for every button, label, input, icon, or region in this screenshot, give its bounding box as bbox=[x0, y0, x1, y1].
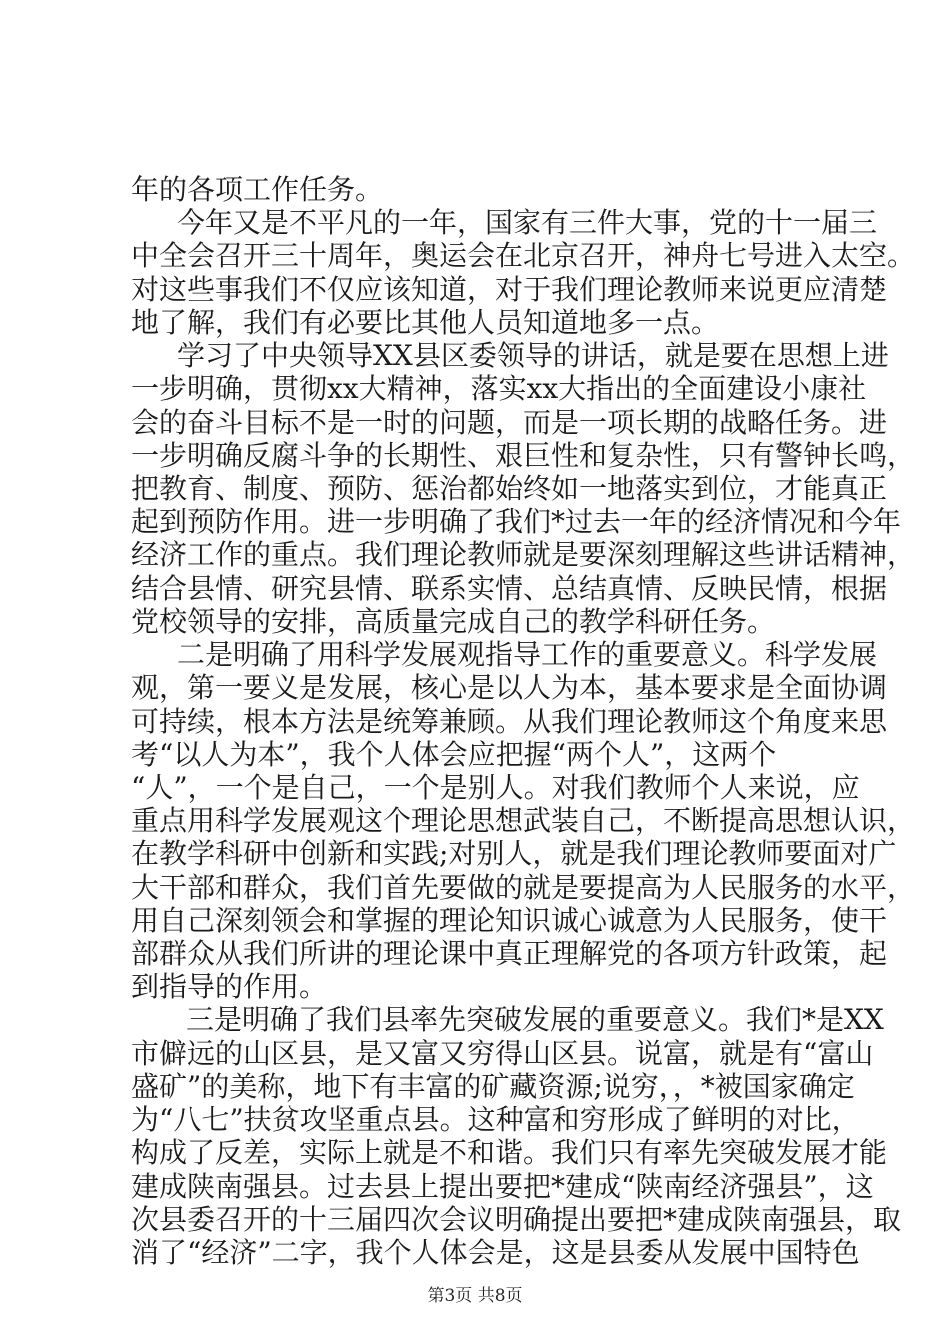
text-line: 用自己深刻领会和掌握的理论知识诚心诚意为人民服务，使干 bbox=[131, 904, 888, 937]
text-line: 结合县情、研究县情、联系实情、总结真情、反映民情，根据 bbox=[131, 572, 888, 605]
text-line: 起到预防作用。进一步明确了我们*过去一年的经济情况和今年 bbox=[131, 505, 902, 538]
text-line: 为“八七”扶贫攻坚重点县。这种富和穷形成了鲜明的对比， bbox=[131, 1103, 860, 1136]
text-line: 市僻远的山区县，是又富又穷得山区县。说富，就是有“富山 bbox=[131, 1037, 874, 1070]
text-line: 地了解，我们有必要比其他人员知道地多一点。 bbox=[131, 306, 720, 339]
text-line: 部群众从我们所讲的理论课中真正理解党的各项方针政策，起 bbox=[131, 937, 888, 970]
text-line: 年的各项工作任务。 bbox=[131, 173, 384, 206]
page-number-footer: 第3页 共8页 bbox=[427, 1286, 523, 1306]
text-line: 构成了反差，实际上就是不和谐。我们只有率先突破发展才能 bbox=[131, 1136, 888, 1169]
text-line: 一步明确，贯彻xx大精神，落实xx大指出的全面建设小康社 bbox=[131, 372, 867, 405]
text-line: 建成陕南强县。过去县上提出要把*建成“陕南经济强县”，这 bbox=[131, 1170, 874, 1203]
text-line: 学习了中央领导XX县区委领导的讲话，就是要在思想上进 bbox=[177, 339, 889, 372]
text-line: 中全会召开三十周年，奥运会在北京召开，神舟七号进入太空。 bbox=[131, 239, 916, 272]
text-line: 考“以人为本”，我个人体会应把握“两个人”，这两个 bbox=[131, 738, 777, 771]
text-line: 对这些事我们不仅应该知道，对于我们理论教师来说更应清楚 bbox=[131, 273, 888, 306]
text-line: 可持续，根本方法是统筹兼顾。从我们理论教师这个角度来思 bbox=[131, 705, 888, 738]
text-line: 次县委召开的十三届四次会议明确提出要把*建成陕南强县，取 bbox=[131, 1203, 902, 1236]
text-line: 在教学科研中创新和实践;对别人，就是我们理论教师要面对广 bbox=[131, 837, 897, 870]
text-line: “人”，一个是自己，一个是别人。对我们教师个人来说，应 bbox=[131, 771, 860, 804]
text-line: 消了“经济”二字，我个人体会是，这是县委从发展中国特色 bbox=[131, 1236, 860, 1269]
text-line: 观，第一要义是发展，核心是以人为本，基本要求是全面协调 bbox=[131, 671, 888, 704]
text-line: 会的奋斗目标不是一时的问题，而是一项长期的战略任务。进 bbox=[131, 406, 888, 439]
text-line: 今年又是不平凡的一年，国家有三件大事，党的十一届三 bbox=[177, 206, 878, 239]
text-line: 经济工作的重点。我们理论教师就是要深刻理解这些讲话精神， bbox=[131, 538, 916, 571]
text-line: 党校领导的安排，高质量完成自己的教学科研任务。 bbox=[131, 605, 776, 638]
text-line: 重点用科学发展观这个理论思想武装自己，不断提高思想认识， bbox=[131, 804, 916, 837]
text-line: 大干部和群众，我们首先要做的就是要提高为人民服务的水平， bbox=[131, 871, 916, 904]
text-line: 到指导的作用。 bbox=[131, 970, 328, 1003]
text-line: 三是明确了我们县率先突破发展的重要意义。我们*是XX bbox=[186, 1003, 884, 1036]
text-line: 把教育、制度、预防、惩治都始终如一地落实到位，才能真正 bbox=[131, 472, 888, 505]
text-line: 二是明确了用科学发展观指导工作的重要意义。科学发展 bbox=[177, 638, 878, 671]
text-line: 一步明确反腐斗争的长期性、艰巨性和复杂性，只有警钟长鸣， bbox=[131, 439, 916, 472]
text-line: 盛矿”的美称，地下有丰富的矿藏资源;说穷，，*被国家确定 bbox=[131, 1070, 855, 1103]
